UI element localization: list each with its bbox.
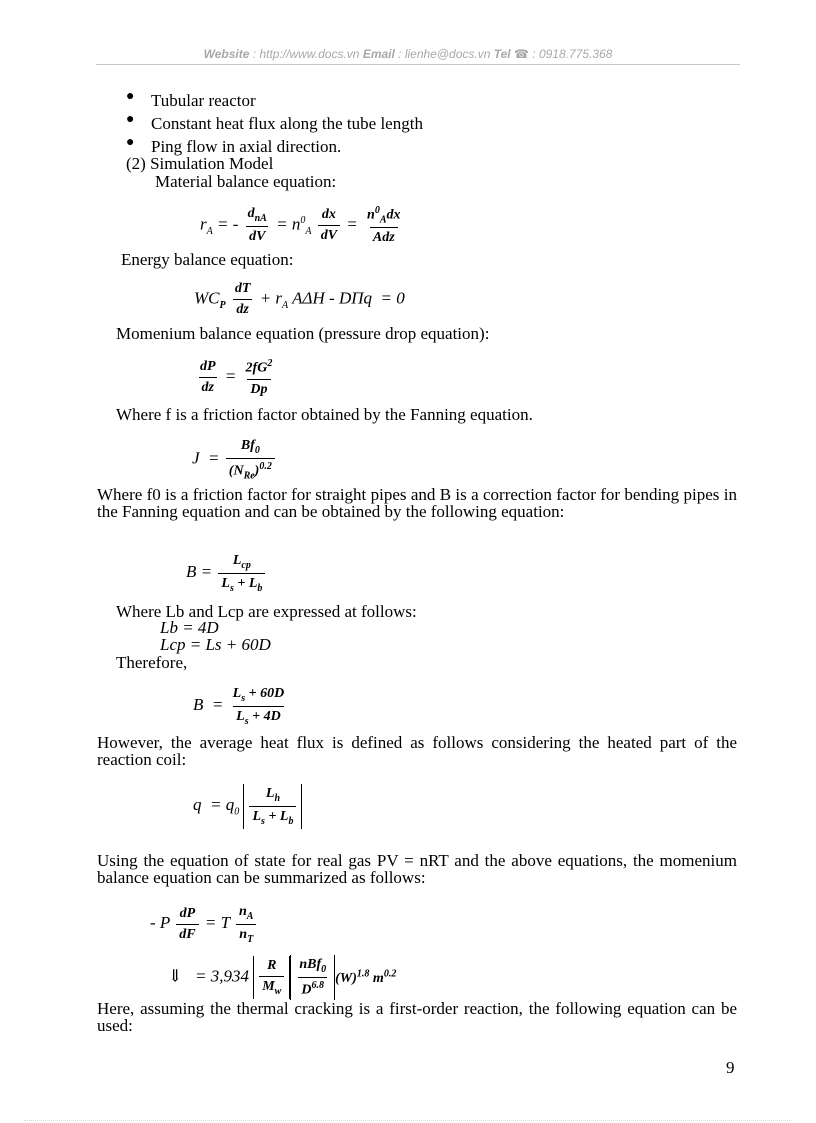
summarized-momentum-result: ⇓ = 3,934 $\frac{R}{M_w}$ $\frac{nBf_0}{D^{6.8}}$ $(W)^{1.8}$ $m^{0.2}$ bbox=[168, 955, 396, 1000]
bullet-icon: ● bbox=[126, 89, 135, 104]
website-label: Website bbox=[203, 47, 250, 61]
page-header bbox=[0, 47, 816, 61]
lcp-equation: Lcp = Ls + 60D bbox=[160, 635, 271, 654]
fanning-intro: Where f is a friction factor obtained by the Fanning equation. bbox=[116, 405, 533, 424]
tel-value: ☎ : 0918.775.368 bbox=[510, 47, 613, 61]
f0-paragraph: Where f0 is a friction factor for straight pipes and B is a correction factor for bending pipes in the Fanning equation and can be obtained by the following equation: bbox=[97, 485, 737, 521]
bullet-item: Tubular reactor bbox=[151, 91, 256, 110]
correction-factor-equation: B = $\frac{L_{cp}}{L_s + L_b}$ bbox=[186, 553, 267, 594]
first-order-paragraph: Here, assuming the thermal cracking is a first-order reaction, the following equation can be used: bbox=[97, 999, 737, 1035]
email-label: Email bbox=[362, 47, 395, 61]
header-divider bbox=[96, 64, 740, 65]
heat-flux-equation: $q = q_0$ $\frac{L_h}{L_s + L_b}$ bbox=[193, 784, 302, 829]
footer-divider bbox=[24, 1120, 792, 1121]
email-value[interactable]: : lienhe@docs.vn bbox=[394, 47, 494, 61]
tel-label: Tel bbox=[493, 47, 511, 61]
b-expanded-equation: B = $\frac{L_s + 60D}{L_s + 4D}$ bbox=[193, 686, 285, 727]
material-balance-equation: $r_A$ = - $\frac{d_{nA}}{dV}$ = $n^0_A$ $\frac{dx}{dV}$ = $\frac{n^0_Adx}{\text{Adz}}$ bbox=[200, 205, 401, 246]
section-heading: (2) Simulation Model bbox=[126, 154, 274, 173]
lb-lcp-intro: Where Lb and Lcp are expressed at follows: bbox=[116, 602, 417, 621]
momentum-balance-label: Momenium balance equation (pressure drop equation): bbox=[116, 324, 490, 343]
therefore-label: Therefore, bbox=[116, 653, 188, 672]
momentum-balance-equation: $\frac{dP}{dz}$ = $\frac{2fG^2}{Dp}$ bbox=[200, 358, 273, 397]
bullet-icon: ● bbox=[126, 135, 135, 150]
summarized-momentum-equation: - P $\frac{dP}{dF}$ = T $\frac{n_A}{n_T}$ bbox=[150, 904, 258, 945]
energy-balance-label: Energy balance equation: bbox=[121, 250, 294, 269]
bullet-icon: ● bbox=[126, 112, 135, 127]
material-balance-label: Material balance equation: bbox=[155, 172, 337, 191]
lb-equation: Lb = 4D bbox=[160, 618, 219, 637]
fanning-equation: J = $\frac{Bf_0}{(N_{Re})^{0.2}}$ bbox=[192, 438, 277, 481]
energy-balance-equation: $WC_P$ $\frac{dT}{dz}$ + $r_A$ AΔH - DΠq = 0 bbox=[194, 281, 405, 317]
equation-of-state-paragraph: Using the equation of state for real gas PV = nRT and the above equations, the momenium balance equation can be summarized as follows: bbox=[97, 851, 737, 887]
bullet-item: Constant heat flux along the tube length bbox=[151, 114, 423, 133]
website-url[interactable]: : http://www.docs.vn bbox=[249, 47, 363, 61]
page-number: 9 bbox=[726, 1058, 735, 1077]
heat-flux-paragraph: However, the average heat flux is defined as follows considering the heated part of the reaction coil: bbox=[97, 733, 737, 769]
bullet-item: Ping flow in axial direction. bbox=[151, 137, 342, 156]
